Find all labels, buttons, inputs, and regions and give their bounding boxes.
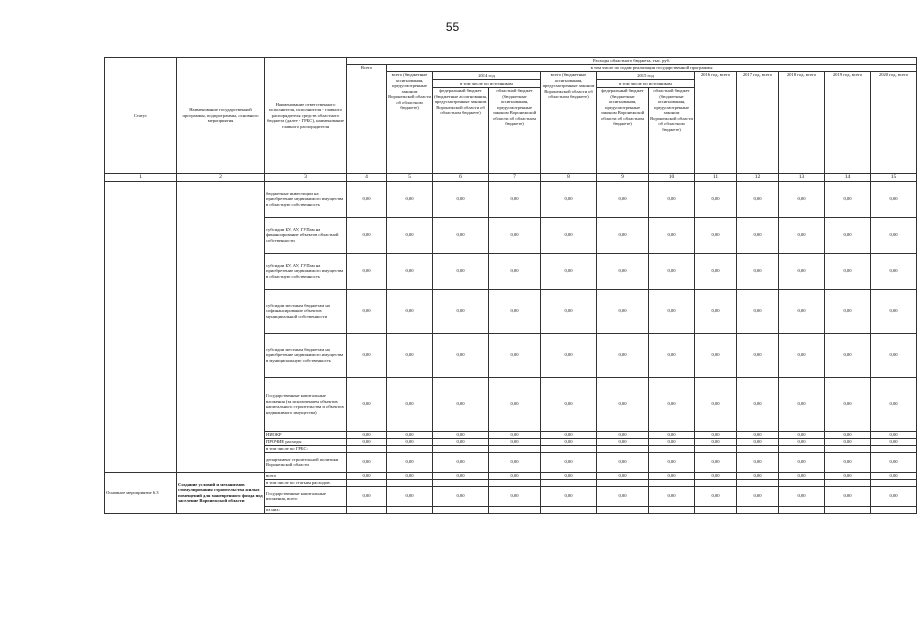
row-value: 0,00 <box>597 377 649 431</box>
row-value: 0,00 <box>541 452 597 472</box>
row-value: 0,00 <box>541 253 597 289</box>
row-label: субсидии местным бюджетам на софинансирование объектов муниципальной собственности <box>265 289 347 333</box>
row-value: 0,00 <box>597 452 649 472</box>
row-value <box>387 479 433 486</box>
row-value: 0,00 <box>433 289 489 333</box>
row-value: 0,00 <box>779 452 825 472</box>
column-number: 3 <box>265 174 347 182</box>
row-value: 0,00 <box>387 438 433 445</box>
row-value: 0,00 <box>347 377 387 431</box>
row-value: 0,00 <box>825 472 871 479</box>
header-2019: 2019 год, всего <box>825 72 871 174</box>
row-label: бюджетные инвестиции на приобретение недвижимого имущества в областную собственность <box>265 181 347 217</box>
row-value: 0,00 <box>597 431 649 438</box>
row-value <box>779 479 825 486</box>
row-value: 0,00 <box>433 217 489 253</box>
header-2015-fed: федеральный бюджет (бюджетные ассигнования, предусмотренные законом Воронежской области об областном бюджете) <box>597 88 649 174</box>
table-row <box>105 472 917 479</box>
header-including-years: в том числе по годам реализации государственной программы <box>387 65 917 72</box>
column-number: 8 <box>541 174 597 182</box>
row-value: 0,00 <box>541 333 597 377</box>
column-number: 15 <box>871 174 917 182</box>
header-total: Всего <box>347 65 387 174</box>
row-value: 0,00 <box>871 486 917 506</box>
row-value <box>387 506 433 513</box>
row-value: 0,00 <box>597 181 649 217</box>
header-2014-sources: в том числе по источникам <box>433 80 541 88</box>
header-expenses-title: Расходы областного бюджета, тыс. руб. <box>347 58 917 65</box>
row-value: 0,00 <box>737 217 779 253</box>
row-value: 0,00 <box>489 289 541 333</box>
row-value <box>347 506 387 513</box>
row-value <box>597 479 649 486</box>
row-value: 0,00 <box>433 333 489 377</box>
row-value: 0,00 <box>541 289 597 333</box>
row-value: 0,00 <box>489 452 541 472</box>
row-value: 0,00 <box>489 377 541 431</box>
row-value: 0,00 <box>387 217 433 253</box>
row-value: 0,00 <box>541 181 597 217</box>
header-2014-reg: областной бюджет (бюджетные ассигнования, предусмотренные законом Воронежской области об областном бюджете) <box>489 88 541 174</box>
row-value: 0,00 <box>695 431 737 438</box>
row-value: 0,00 <box>649 253 695 289</box>
row-label: всего <box>265 472 347 479</box>
row-value: 0,00 <box>597 486 649 506</box>
row-value: 0,00 <box>597 472 649 479</box>
row-value: 0,00 <box>871 472 917 479</box>
row-value <box>871 445 917 452</box>
row-value: 0,00 <box>695 289 737 333</box>
row-value: 0,00 <box>347 217 387 253</box>
row-value <box>695 506 737 513</box>
row-value: 0,00 <box>347 431 387 438</box>
row-value: 0,00 <box>695 452 737 472</box>
row-value <box>347 445 387 452</box>
row-value: 0,00 <box>695 377 737 431</box>
page-number: 55 <box>445 20 460 34</box>
row-value: 0,00 <box>541 217 597 253</box>
row-value: 0,00 <box>597 253 649 289</box>
row-value: 0,00 <box>825 486 871 506</box>
row-value: 0,00 <box>649 333 695 377</box>
row-value: 0,00 <box>871 438 917 445</box>
row-value: 0,00 <box>737 452 779 472</box>
row-value: 0,00 <box>541 472 597 479</box>
row-value <box>649 445 695 452</box>
row-value: 0,00 <box>433 181 489 217</box>
row-value: 0,00 <box>347 333 387 377</box>
row-value: 0,00 <box>825 438 871 445</box>
row-value: 0,00 <box>825 253 871 289</box>
row-value: 0,00 <box>489 431 541 438</box>
row-value: 0,00 <box>695 486 737 506</box>
row-value <box>871 479 917 486</box>
row-value <box>489 445 541 452</box>
row-value: 0,00 <box>737 438 779 445</box>
row-value: 0,00 <box>737 181 779 217</box>
header-responsible: Наименование ответственного исполнителя, исполнителя - главного распорядителя средств областного бюджета (далее - ГРБС), наименование главного распорядителя <box>265 58 347 174</box>
column-number: 7 <box>489 174 541 182</box>
row-value: 0,00 <box>649 217 695 253</box>
row-value: 0,00 <box>347 452 387 472</box>
column-number: 11 <box>695 174 737 182</box>
row-label: Государственные капитальные вложения (за исключением объектов капитального строительства и объектов недвижимого имущества) <box>265 377 347 431</box>
row-value <box>541 445 597 452</box>
row-value: 0,00 <box>597 217 649 253</box>
column-number: 10 <box>649 174 695 182</box>
row-label: НИОКР <box>265 431 347 438</box>
row-value: 0,00 <box>597 333 649 377</box>
row-value: 0,00 <box>347 181 387 217</box>
row-value: 0,00 <box>433 452 489 472</box>
row-value: 0,00 <box>779 431 825 438</box>
row-label: субсидии БУ, АУ, ГУПам на приобретение недвижимого имущества в областную собственность <box>265 253 347 289</box>
row-value: 0,00 <box>489 181 541 217</box>
row-value: 0,00 <box>347 253 387 289</box>
row-value: 0,00 <box>825 431 871 438</box>
row-value: 0,00 <box>871 431 917 438</box>
row-value <box>541 479 597 486</box>
row-value: 0,00 <box>737 289 779 333</box>
row-label: в том числе по ГРБС: <box>265 445 347 452</box>
row-value <box>825 479 871 486</box>
row-value <box>779 506 825 513</box>
row-value: 0,00 <box>541 438 597 445</box>
row-value: 0,00 <box>347 438 387 445</box>
row-label: ПРОЧИЕ расходы <box>265 438 347 445</box>
row-value <box>779 445 825 452</box>
row-value: 0,00 <box>649 438 695 445</box>
row-value: 0,00 <box>387 486 433 506</box>
row-value: 0,00 <box>825 181 871 217</box>
row-value: 0,00 <box>825 289 871 333</box>
row-value: 0,00 <box>779 289 825 333</box>
row-value <box>387 445 433 452</box>
row-value: 0,00 <box>871 253 917 289</box>
row-value: 0,00 <box>347 486 387 506</box>
row-value: 0,00 <box>871 289 917 333</box>
column-number: 9 <box>597 174 649 182</box>
row-value: 0,00 <box>489 253 541 289</box>
row-value: 0,00 <box>433 377 489 431</box>
column-number: 12 <box>737 174 779 182</box>
row-label: субсидии БУ, АУ, ГУПам на финансирование объектов областной собственности <box>265 217 347 253</box>
row-value: 0,00 <box>871 217 917 253</box>
row-value: 0,00 <box>433 431 489 438</box>
header-2014-all: всего (бюджетные ассигнования, предусмотренные законом Воронежской области об областном бюджете) <box>387 72 433 174</box>
row-value: 0,00 <box>779 377 825 431</box>
row-value: 0,00 <box>433 472 489 479</box>
row-value <box>433 479 489 486</box>
row-value: 0,00 <box>433 253 489 289</box>
header-2018: 2018 год, всего <box>779 72 825 174</box>
row-value: 0,00 <box>541 486 597 506</box>
row-value: 0,00 <box>871 333 917 377</box>
status-cell-empty <box>105 181 177 472</box>
row-value: 0,00 <box>825 452 871 472</box>
row-value: 0,00 <box>433 486 489 506</box>
row-value: 0,00 <box>347 289 387 333</box>
event-name: Создание условий и механизмов стимулирования строительства жилых помещений для маневренного фонда под заселение Воронежской области <box>177 472 265 513</box>
row-value: 0,00 <box>779 333 825 377</box>
row-value: 0,00 <box>871 377 917 431</box>
name-cell-empty <box>177 181 265 472</box>
column-number: 4 <box>347 174 387 182</box>
row-value: 0,00 <box>347 472 387 479</box>
header-program-name: Наименование государственной программы, подпрограммы, основного мероприятия <box>177 58 265 174</box>
row-value <box>737 445 779 452</box>
row-label: из них: <box>265 506 347 513</box>
header-2015-sources: в том числе по источникам <box>597 80 695 88</box>
row-value: 0,00 <box>387 253 433 289</box>
row-value <box>597 445 649 452</box>
row-value: 0,00 <box>387 377 433 431</box>
row-value <box>825 506 871 513</box>
row-label: Государственные капитальные вложения, всего <box>265 486 347 506</box>
row-value: 0,00 <box>649 431 695 438</box>
row-label: департамент строительной политики Воронежской области <box>265 452 347 472</box>
column-number: 2 <box>177 174 265 182</box>
row-value: 0,00 <box>779 181 825 217</box>
table-row <box>105 181 917 217</box>
budget-table <box>104 57 917 514</box>
row-value: 0,00 <box>695 217 737 253</box>
row-value <box>347 479 387 486</box>
header-status: Статус <box>105 58 177 174</box>
row-value: 0,00 <box>649 452 695 472</box>
row-value: 0,00 <box>489 472 541 479</box>
row-value: 0,00 <box>779 217 825 253</box>
row-value <box>597 506 649 513</box>
column-number: 6 <box>433 174 489 182</box>
row-value: 0,00 <box>489 438 541 445</box>
header-2014: 2014 год <box>433 72 541 80</box>
row-value: 0,00 <box>387 289 433 333</box>
row-value: 0,00 <box>541 431 597 438</box>
row-value: 0,00 <box>737 377 779 431</box>
header-2015-reg: областной бюджет (бюджетные ассигнования, предусмотренные законом Воронежской области об областном бюджете) <box>649 88 695 174</box>
row-value: 0,00 <box>695 181 737 217</box>
column-number: 14 <box>825 174 871 182</box>
row-value: 0,00 <box>489 333 541 377</box>
row-value: 0,00 <box>649 181 695 217</box>
row-value: 0,00 <box>825 217 871 253</box>
row-value: 0,00 <box>871 181 917 217</box>
row-value: 0,00 <box>649 472 695 479</box>
row-value: 0,00 <box>597 438 649 445</box>
row-value <box>737 506 779 513</box>
row-value <box>695 445 737 452</box>
row-value: 0,00 <box>695 253 737 289</box>
row-label: в том числе по статьям расходов: <box>265 479 347 486</box>
row-value <box>737 479 779 486</box>
row-value: 0,00 <box>387 181 433 217</box>
row-value: 0,00 <box>737 253 779 289</box>
column-number: 13 <box>779 174 825 182</box>
row-value: 0,00 <box>695 472 737 479</box>
header-2015: 2015 год <box>597 72 695 80</box>
row-value: 0,00 <box>737 486 779 506</box>
row-value: 0,00 <box>737 472 779 479</box>
row-value: 0,00 <box>387 452 433 472</box>
header-2016: 2016 год, всего <box>695 72 737 174</box>
header-2015-all: всего (бюджетные ассигнования, предусмотренные законом Воронежской области об областном бюджете) <box>541 72 597 174</box>
row-value <box>695 479 737 486</box>
header-2014-fed: федеральный бюджет (бюджетные ассигнования, предусмотренные законом Воронежской области об областном бюджете) <box>433 88 489 174</box>
row-value: 0,00 <box>541 377 597 431</box>
row-value: 0,00 <box>433 438 489 445</box>
row-value: 0,00 <box>489 486 541 506</box>
row-value: 0,00 <box>387 472 433 479</box>
column-numbers-row <box>105 174 917 182</box>
row-value: 0,00 <box>695 333 737 377</box>
row-value: 0,00 <box>779 438 825 445</box>
event-status: Основное мероприятие 6.3 <box>105 472 177 513</box>
row-value <box>489 479 541 486</box>
row-value <box>433 445 489 452</box>
header-2017: 2017 год, всего <box>737 72 779 174</box>
column-number: 5 <box>387 174 433 182</box>
row-value: 0,00 <box>649 377 695 431</box>
row-value: 0,00 <box>779 253 825 289</box>
row-value: 0,00 <box>695 438 737 445</box>
row-value <box>541 506 597 513</box>
row-value: 0,00 <box>387 431 433 438</box>
row-value <box>649 506 695 513</box>
row-value: 0,00 <box>737 333 779 377</box>
row-value: 0,00 <box>779 472 825 479</box>
row-value: 0,00 <box>649 289 695 333</box>
row-value <box>649 479 695 486</box>
row-value: 0,00 <box>737 431 779 438</box>
row-value: 0,00 <box>387 333 433 377</box>
row-value <box>871 506 917 513</box>
row-value: 0,00 <box>779 486 825 506</box>
row-label: субсидии местным бюджетам на приобретение недвижимого имущества в муниципальную собственность <box>265 333 347 377</box>
row-value: 0,00 <box>597 289 649 333</box>
row-value: 0,00 <box>871 452 917 472</box>
row-value: 0,00 <box>825 333 871 377</box>
row-value <box>825 445 871 452</box>
row-value: 0,00 <box>489 217 541 253</box>
row-value <box>433 506 489 513</box>
header-2020: 2020 год, всего <box>871 72 917 174</box>
row-value <box>489 506 541 513</box>
row-value: 0,00 <box>825 377 871 431</box>
column-number: 1 <box>105 174 177 182</box>
row-value: 0,00 <box>649 486 695 506</box>
